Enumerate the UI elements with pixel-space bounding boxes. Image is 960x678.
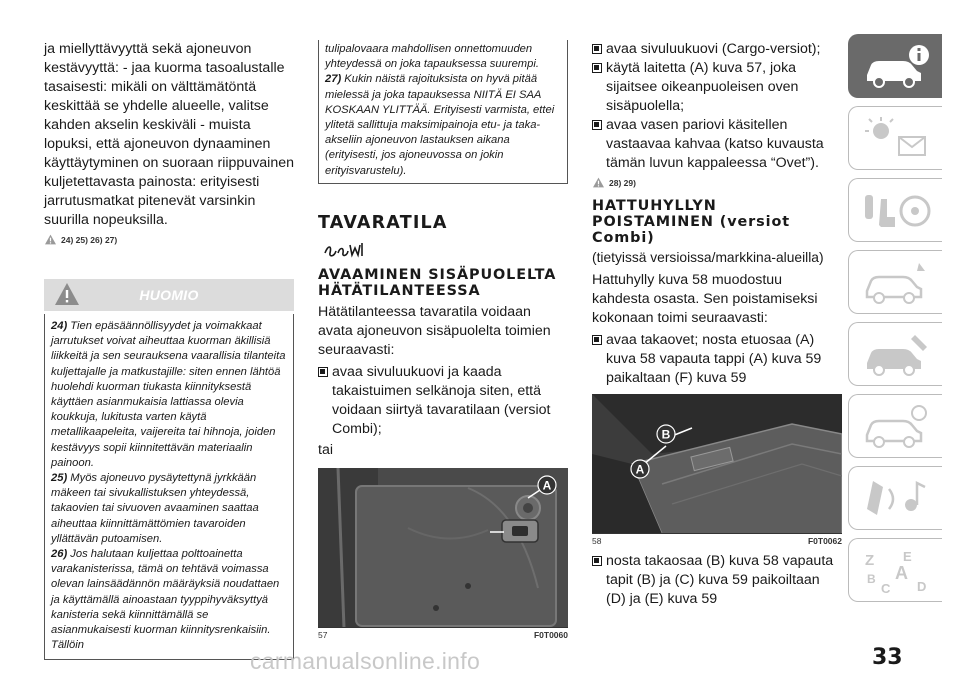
huomio-continued-box bbox=[318, 40, 568, 184]
bullet-item bbox=[592, 331, 842, 388]
figure-caption bbox=[318, 630, 568, 640]
note-26-continued: tulipalovaara mahdollisen onnettomuuden yhteydessä on joka tapauksessa suurempi. bbox=[325, 43, 539, 71]
subtitle: (tietyissä versioissa/markkina-alueilla) bbox=[592, 250, 824, 265]
note-number: 25) bbox=[51, 472, 68, 485]
callout-a: A bbox=[635, 462, 645, 477]
figure-number: 57 bbox=[318, 629, 328, 640]
figure-code: F0T0062 bbox=[807, 536, 842, 546]
callout-a: A bbox=[542, 478, 552, 493]
car-service-icon bbox=[859, 329, 935, 381]
warning-triangle-icon bbox=[44, 234, 57, 245]
media-settings-icon bbox=[859, 473, 935, 525]
warning-triangle-icon bbox=[592, 177, 605, 188]
watermark: carmanualsonline.info bbox=[250, 648, 481, 674]
svg-text:Z: Z bbox=[865, 552, 875, 569]
car-emergency-icon bbox=[859, 257, 935, 309]
column-1 bbox=[44, 40, 294, 660]
bullet-text: avaa vasen pariovi käsitellen vastaavaa kahvaa (katso kuvausta tämän luvun kappaleessa “Ovet”). bbox=[606, 117, 824, 171]
figure-57 bbox=[318, 468, 568, 628]
key-seat-steering-icon bbox=[859, 185, 935, 237]
parcel-shelf-image bbox=[592, 394, 842, 534]
figure-caption bbox=[592, 536, 842, 546]
checkbox-bullet-icon bbox=[592, 556, 602, 566]
tab-key-seat-steering[interactable] bbox=[848, 178, 942, 242]
checkbox-bullet-icon bbox=[592, 63, 602, 73]
svg-text:B: B bbox=[867, 572, 876, 586]
car-info-icon bbox=[859, 41, 935, 93]
warning-refs-text: 24) 25) 26) 27) bbox=[61, 234, 118, 245]
paragraph: Hattuhylly kuva 58 muodostuu kahdesta osasta. Sen poistamiseksi kokonaan toimi seuraavasti: bbox=[592, 272, 818, 326]
paragraph: Hätätilanteessa tavaratila voidaan avata ajoneuvon sisäpuolelta toimien seuraavasti: bbox=[318, 303, 551, 358]
bullet-item bbox=[318, 363, 568, 439]
bullet-item bbox=[592, 552, 842, 609]
tab-car-info[interactable] bbox=[848, 34, 942, 98]
bullet-text: avaa sivuluukuovi ja kaada takaistuimen selkänoja siten, että voidaan siirtyä tavaratilaan (versiot Combi); bbox=[332, 363, 551, 437]
svg-text:C: C bbox=[881, 581, 891, 596]
svg-text:E: E bbox=[903, 549, 912, 564]
warning-refs-text: 28) 29) bbox=[609, 177, 636, 188]
bullet-item bbox=[592, 59, 842, 116]
figure-58 bbox=[592, 394, 842, 534]
index-letters-icon bbox=[859, 545, 935, 597]
note-text: Kukin näistä rajoituksista on hyvä pitää mielessä ja joka tapauksessa NIITÄ EI SAA KOSKAAN YLITTÄÄ. Erityisesti varmista, ettei ylitetä sallittuja maksimipainoja etu- ja taka-akseliin ajoneuvon lastauksen aikana (erityisesti, jos ajoneuvossa on jokin erityisvarustelu). bbox=[325, 73, 555, 177]
note-27 bbox=[325, 72, 561, 178]
column-2 bbox=[318, 40, 568, 640]
note-25 bbox=[51, 471, 287, 547]
warning-triangle-icon bbox=[54, 282, 80, 306]
checkbox-bullet-icon bbox=[592, 335, 602, 345]
bullet-item bbox=[592, 116, 842, 173]
tab-car-technical[interactable] bbox=[848, 394, 942, 458]
fuel-handwritten-icon bbox=[322, 239, 366, 261]
bullet-item bbox=[592, 40, 842, 59]
bullet-text: nosta takaosaa (B) kuva 58 vapauta tapit (B) ja (C) kuva 59 paikoiltaan (D) ja (E) kuva 59 bbox=[606, 553, 834, 607]
warning-lights-icon bbox=[859, 113, 935, 165]
subheading: AVAAMINEN SISÄPUOLELTA HÄTÄTILANTEESSA bbox=[318, 266, 557, 299]
figure-number: 58 bbox=[592, 536, 602, 546]
svg-text:A: A bbox=[895, 563, 908, 583]
column-3 bbox=[592, 40, 842, 609]
note-26 bbox=[51, 547, 287, 653]
note-number: 27) bbox=[325, 73, 342, 86]
callout-b: B bbox=[661, 427, 671, 442]
checkbox-bullet-icon bbox=[592, 120, 602, 130]
svg-text:D: D bbox=[917, 579, 927, 594]
tai-text: tai bbox=[318, 441, 333, 458]
checkbox-bullet-icon bbox=[318, 367, 328, 377]
door-interior-image bbox=[318, 468, 568, 628]
chapter-tabs bbox=[848, 34, 942, 610]
note-24 bbox=[51, 319, 287, 471]
tab-media-settings[interactable] bbox=[848, 466, 942, 530]
note-text: Myös ajoneuvo pysäytettynä jyrkkään mäkeen tai sivukallistuksen yhteydessä, takaovien tai sivuoven avaaminen saattaa aiheuttaa kiinnittämättömien tavaroiden yllättävän putoamisen. bbox=[51, 472, 259, 545]
bullet-text: avaa takaovet; nosta etuosaa (A) kuva 58 vapauta tappi (A) kuva 59 paikaltaan (F) kuva 59 bbox=[606, 332, 822, 386]
page-number: 33 bbox=[872, 645, 903, 670]
huomio-header bbox=[44, 279, 294, 311]
note-text: Jos halutaan kuljettaa polttoainetta varakanisterissa, tämä on tehtävä voimassa olevan lainsäädännön määräyksiä noudattaen ja käyttämällä ainoastaan tyyppihyväksyttyä kanisteria sekä kiinnittämällä se asianmukaisesti kuorman kiinnitysrenkaisiin. Tällöin bbox=[51, 548, 280, 652]
note-text: Tien epäsäännöllisyydet ja voimakkaat jarrutukset voivat aiheuttaa kuorman äkillisiä liikkeitä ja sen seurauksena vaarallisia tilanteita kuljettajalle ja matkustajille: siten ennen lähtöä huolehdi kuorman tiukasta kiinnityksestä käyttäen asianmukaisia lattiassa olevia koukkuja, lukitusta varten käytä metallikaapeleita, vaijereita tai hihnoja, joiden kestävyys sopii kiinnitettävän materiaalin painoon. bbox=[51, 320, 286, 469]
bullet-text: käytä laitetta (A) kuva 57, joka sijaitsee oikeanpuoleisen oven sisäpuolella; bbox=[606, 60, 799, 114]
tab-car-emergency[interactable] bbox=[848, 250, 942, 314]
checkbox-bullet-icon bbox=[592, 44, 602, 54]
note-number: 26) bbox=[51, 548, 68, 561]
huomio-box bbox=[44, 314, 294, 660]
huomio-title: HUOMIO bbox=[139, 287, 199, 303]
car-technical-icon bbox=[859, 401, 935, 453]
section-heading: HATTUHYLLYN POISTAMINEN (versiot Combi) bbox=[592, 198, 791, 246]
section-heading: TAVARATILA bbox=[318, 212, 448, 233]
intro-paragraph: ja miellyttävyyttä sekä ajoneuvon kestävyyttä: - jaa kuorma tasoalustalle tasaisesti: mikäli on välttämätöntä keskittää se yhdelle alueelle, valitse kahden akselin keskiväli - muista lopuksi, että ajoneuvon dynaaminen käyttäytyminen on suoraan riippuvainen kuljetettavasta painosta: erityisesti jarrutusmatkat pitenevät varsinkin suurilla nopeuksilla. bbox=[44, 41, 295, 228]
tab-index[interactable] bbox=[848, 538, 942, 602]
figure-code: F0T0060 bbox=[533, 629, 568, 640]
tab-car-service[interactable] bbox=[848, 322, 942, 386]
note-number: 24) bbox=[51, 320, 68, 332]
tab-warning-lights[interactable] bbox=[848, 106, 942, 170]
warning-refs bbox=[592, 177, 842, 188]
bullet-text: avaa sivuluukuovi (Cargo-versiot); bbox=[606, 41, 821, 57]
warning-refs bbox=[44, 234, 294, 245]
